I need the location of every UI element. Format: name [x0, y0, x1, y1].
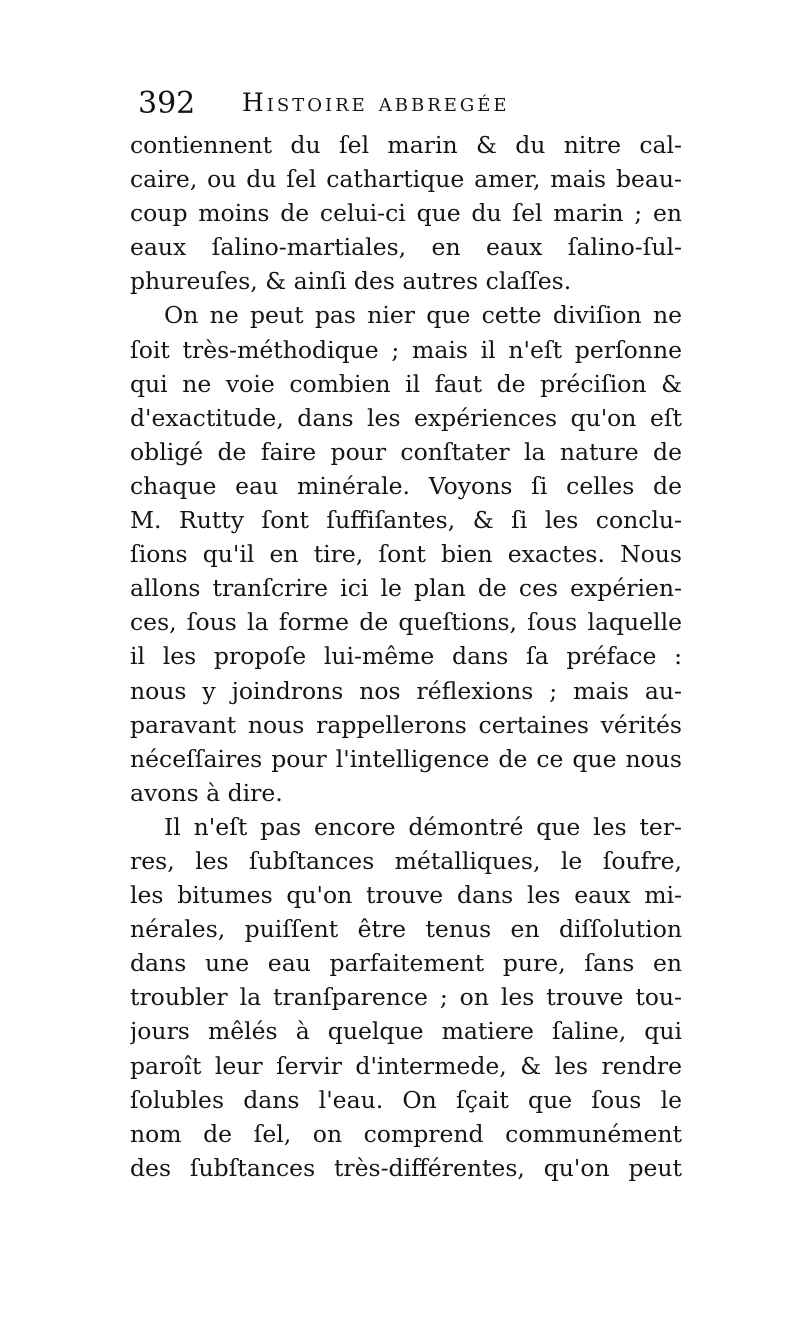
running-title: Histoire abbregée	[242, 88, 510, 117]
page-number: 392	[138, 86, 196, 121]
text-line: dans une eau parfaitement pure, ſans en	[130, 949, 682, 978]
text-line: ſions qu'il en tire, ſont bien exactes. Nous	[130, 540, 682, 569]
text-line: obligé de faire pour conſtater la nature de	[130, 437, 682, 466]
paragraph	[130, 810, 682, 1185]
text-line: eaux ſalino-martiales, en eaux ſalino-ſul-	[130, 233, 682, 262]
text-line: res, les ſubſtances métalliques, le ſoufre,	[130, 846, 682, 875]
text-line: ſoit très-méthodique ; mais il n'eſt perſonne	[130, 335, 682, 364]
text-line: d'exactitude, dans les expériences qu'on eſt	[130, 403, 682, 432]
text-line: troubler la tranſparence ; on les trouve tou-	[130, 983, 682, 1012]
paragraph	[130, 298, 682, 809]
text-line: néceſſaires pour l'intelligence de ce que nous	[130, 744, 682, 773]
paragraph	[130, 128, 682, 298]
text-line: nérales, puiſſent être tenus en diſſolution	[130, 915, 682, 944]
text-line: phureuſes, & ainſi des autres claſſes.	[130, 267, 572, 296]
text-line: des ſubſtances très-différentes, qu'on peut	[130, 1153, 682, 1182]
text-line: allons tranſcrire ici le plan de ces expérien-	[130, 574, 682, 603]
body-text	[130, 128, 682, 1185]
text-line: avons à dire.	[130, 778, 283, 807]
text-line: contiennent du ſel marin & du nitre cal-	[130, 131, 682, 159]
page-header	[132, 82, 672, 126]
text-line: M. Rutty ſont ſuffiſantes, & ſi les conclu-	[130, 506, 682, 535]
text-line: nous y joindrons nos réflexions ; mais au-	[130, 676, 682, 705]
text-line: il les propoſe lui-même dans ſa préface :	[130, 642, 682, 671]
text-line: ſolubles dans l'eau. On ſçait que ſous le	[130, 1085, 682, 1114]
text-line: qui ne voie combien il faut de préciſion &	[130, 369, 682, 398]
text-line: paroît leur ſervir d'intermede, & les rendre	[130, 1051, 682, 1080]
text-line: chaque eau minérale. Voyons ſi celles de	[130, 471, 682, 500]
text-line: paravant nous rappellerons certaines vérités	[130, 710, 682, 739]
text-line: jours mêlés à quelque matiere ſaline, qui	[130, 1017, 682, 1046]
text-line: ces, ſous la forme de queſtions, ſous laquelle	[130, 608, 682, 637]
text-line: Il n'eſt pas encore démontré que les ter-	[164, 812, 682, 841]
text-line: caire, ou du ſel cathartique amer, mais beau-	[130, 165, 682, 194]
text-line: coup moins de celui-ci que du ſel marin ; en	[130, 199, 682, 228]
text-line: On ne peut pas nier que cette diviſion ne	[164, 301, 682, 330]
text-line: les bitumes qu'on trouve dans les eaux mi-	[130, 881, 682, 910]
text-line: nom de ſel, on comprend communément	[130, 1119, 682, 1148]
